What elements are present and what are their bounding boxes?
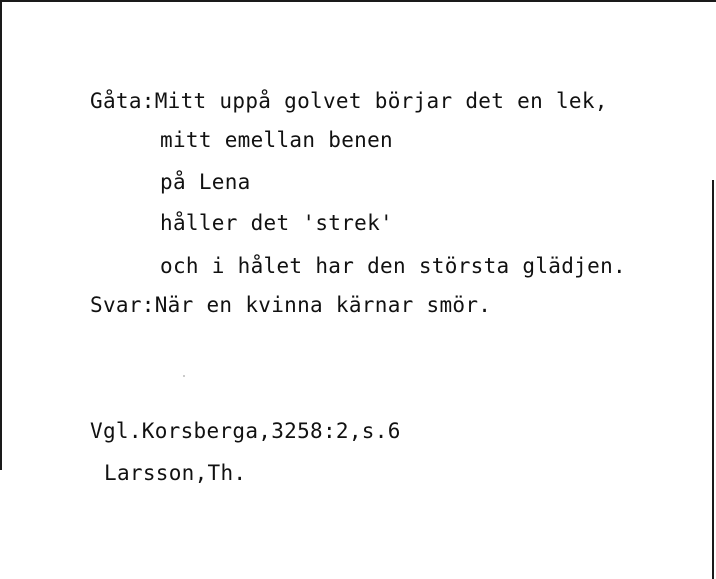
answer-label: Svar:	[90, 293, 155, 317]
riddle-line-1	[90, 88, 608, 114]
answer-text: När en kvinna kärnar smör.	[154, 293, 492, 317]
reference-line: Vgl.Korsberga,3258:2,s.6	[90, 419, 401, 443]
riddle-line-2: mitt emellan benen	[160, 128, 393, 152]
answer-line	[90, 292, 491, 318]
riddle-label: Gåta:	[90, 89, 155, 113]
collector-line: Larsson,Th.	[104, 461, 247, 485]
riddle-line-4: håller det 'strek'	[160, 211, 393, 235]
riddle-text-1: Mitt uppå golvet börjar det en lek,	[154, 89, 608, 113]
card-top-edge	[0, 0, 716, 2]
card-right-edge	[712, 180, 714, 579]
riddle-line-3: på Lena	[160, 170, 251, 194]
paper-speck	[183, 375, 185, 377]
card-left-edge	[0, 0, 2, 470]
riddle-line-5: och i hålet har den största glädjen.	[160, 254, 626, 278]
